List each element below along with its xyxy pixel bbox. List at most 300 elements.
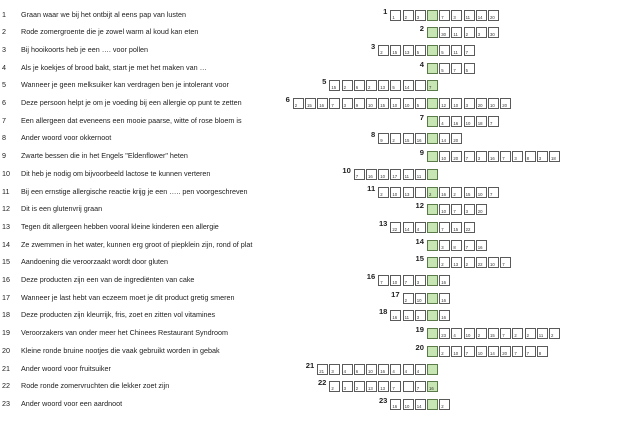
cell-code-number: 16: [441, 297, 446, 303]
solution-cell[interactable]: [427, 328, 438, 339]
cell-code-number: 16: [453, 120, 459, 126]
grid-cell[interactable]: [354, 381, 365, 392]
grid-cell[interactable]: [342, 80, 353, 91]
grid-cell[interactable]: [403, 98, 414, 109]
grid-cell[interactable]: [403, 275, 414, 286]
grid-cell[interactable]: [366, 80, 377, 91]
grid-cell[interactable]: [451, 116, 462, 127]
grid-cell[interactable]: [415, 187, 426, 198]
solution-cell[interactable]: [427, 275, 438, 286]
solution-cell[interactable]: [427, 381, 438, 392]
clue-text: Veroorzakers van onder meer het Chinees Restaurant Syndroom: [21, 328, 228, 338]
grid-cell[interactable]: [390, 275, 401, 286]
grid-cell[interactable]: [390, 10, 401, 21]
grid-cell[interactable]: [451, 10, 462, 21]
grid-cell[interactable]: [378, 169, 389, 180]
cell-code-number: 3: [465, 209, 468, 215]
grid-cell[interactable]: [390, 169, 401, 180]
cell-code-number: 20: [477, 103, 483, 108]
clue-text: Deze producten zijn een van de ingrediënten van cake: [21, 275, 195, 284]
grid-cell[interactable]: [464, 151, 475, 162]
grid-cell[interactable]: [342, 98, 353, 109]
grid-cell[interactable]: [354, 364, 365, 375]
cell-code-number: 10: [453, 103, 459, 108]
grid-cell[interactable]: [439, 151, 450, 162]
grid-cell[interactable]: [378, 98, 389, 109]
grid-row-number: 8: [370, 130, 376, 140]
cell-code-number: 3: [514, 156, 517, 162]
cell-code-number: 11: [465, 14, 471, 20]
grid-cell[interactable]: [354, 80, 365, 91]
grid-cell[interactable]: [464, 27, 475, 38]
grid-cell[interactable]: [354, 98, 365, 109]
clue-number: 5: [2, 80, 6, 90]
grid-cell[interactable]: [464, 257, 475, 268]
cell-code-number: 13: [453, 262, 459, 268]
grid-cell[interactable]: [464, 222, 475, 233]
clue-text: Als je koekjes of brood bakt, start je met het maken van …: [21, 62, 207, 72]
clue-text: Rode ronde zomervruchten die lekker zoet zijn: [21, 381, 170, 391]
cell-code-number: 2: [404, 14, 407, 20]
grid-cell[interactable]: [439, 222, 450, 233]
solution-cell[interactable]: [427, 240, 438, 251]
grid-cell[interactable]: [476, 257, 487, 268]
grid-cell[interactable]: [366, 169, 377, 180]
cell-code-number: 3: [416, 280, 420, 285]
grid-cell[interactable]: [451, 328, 462, 339]
grid-cell[interactable]: [415, 10, 426, 21]
grid-cell[interactable]: [378, 133, 389, 144]
cell-code-number: 10: [392, 191, 398, 197]
grid-cell[interactable]: [500, 346, 511, 357]
grid-cell[interactable]: [329, 381, 340, 392]
grid-cell[interactable]: [378, 364, 389, 375]
clue-number: 11: [2, 186, 10, 196]
solution-cell[interactable]: [427, 151, 438, 162]
grid-cell[interactable]: [439, 275, 450, 286]
clue-text: Ander woord voor okkernoot: [21, 133, 112, 143]
grid-cell[interactable]: [403, 80, 414, 91]
grid-cell[interactable]: [512, 346, 523, 357]
grid-cell[interactable]: [500, 328, 511, 339]
grid-cell[interactable]: [403, 45, 414, 56]
cell-code-number: 7: [514, 350, 517, 356]
cell-code-number: 17: [392, 173, 398, 179]
grid-cell[interactable]: [317, 364, 328, 375]
grid-cell[interactable]: [317, 98, 328, 109]
clue-number: 9: [2, 151, 6, 161]
grid-cell[interactable]: [488, 27, 499, 38]
cell-code-number: 11: [538, 333, 544, 339]
grid-row: [0, 201, 628, 220]
cell-code-number: 14: [490, 350, 495, 356]
clue-text: Deze persoon helpt je om je voeding bij een allergie op punt te zetten: [21, 98, 242, 107]
grid-cell[interactable]: [439, 63, 450, 74]
grid-cell[interactable]: [476, 10, 487, 21]
grid-cell[interactable]: [488, 116, 499, 127]
grid-cell[interactable]: [403, 364, 414, 375]
cell-code-number: 2: [355, 386, 359, 392]
grid-cell[interactable]: [439, 187, 450, 198]
cell-code-number: 7: [465, 244, 468, 250]
cell-code-number: 3: [343, 386, 346, 392]
grid-cell[interactable]: [464, 45, 475, 56]
grid-cell[interactable]: [342, 364, 353, 375]
grid-cell[interactable]: [390, 399, 401, 410]
grid-cell[interactable]: [439, 346, 450, 357]
grid-cell[interactable]: [390, 381, 401, 392]
grid-cell[interactable]: [439, 293, 450, 304]
grid-cell[interactable]: [451, 27, 462, 38]
grid-cell[interactable]: [476, 187, 487, 198]
grid-row: [0, 148, 628, 167]
cell-code-number: 10: [477, 191, 483, 197]
grid-cell[interactable]: [403, 310, 414, 321]
grid-cell[interactable]: [390, 45, 401, 56]
grid-cell[interactable]: [390, 133, 401, 144]
grid-cell[interactable]: [403, 10, 414, 21]
grid-cell[interactable]: [439, 98, 450, 109]
grid-cell[interactable]: [329, 80, 340, 91]
grid-cell[interactable]: [488, 98, 499, 109]
cell-code-number: 7: [453, 67, 456, 73]
cell-code-number: 7: [465, 49, 468, 55]
clue-number: 19: [2, 328, 10, 338]
cell-code-number: 20: [453, 156, 459, 162]
cell-code-number: 10: [453, 350, 459, 356]
grid-row-number: 21: [305, 360, 315, 370]
grid-cell[interactable]: [488, 151, 499, 162]
grid-cell[interactable]: [488, 346, 499, 357]
grid-cell[interactable]: [464, 187, 475, 198]
cell-code-number: 3: [538, 156, 542, 162]
grid-cell[interactable]: [464, 98, 475, 109]
cell-code-number: 2: [441, 262, 444, 268]
cell-code-number: 14: [416, 403, 422, 409]
grid-cell[interactable]: [415, 364, 426, 375]
cell-code-number: 12: [441, 103, 446, 108]
cell-code-number: 22: [477, 262, 483, 268]
cell-code-number: 15: [404, 138, 410, 144]
grid-cell[interactable]: [293, 98, 304, 109]
grid-cell[interactable]: [390, 364, 401, 375]
cell-code-number: 7: [502, 333, 505, 339]
solution-cell[interactable]: [427, 204, 438, 215]
cell-code-number: 13: [404, 49, 410, 55]
grid-cell[interactable]: [415, 222, 426, 233]
cell-code-number: 20: [453, 138, 459, 144]
cell-code-number: 10: [404, 103, 410, 108]
clue-text: Rode zomergroente die je zowel warm al koud kan eten: [21, 27, 199, 37]
clue-text: Tegen dit allergeen hebben vooral kleine kinderen een allergie: [21, 221, 219, 231]
grid-cell[interactable]: [451, 63, 462, 74]
grid-cell[interactable]: [476, 240, 487, 251]
grid-cell[interactable]: [415, 133, 426, 144]
grid-cell[interactable]: [390, 187, 401, 198]
grid-cell[interactable]: [464, 116, 475, 127]
cell-code-number: 11: [404, 173, 410, 179]
solution-cell[interactable]: [427, 27, 438, 38]
grid-row: [0, 378, 628, 397]
grid-cell[interactable]: [512, 151, 523, 162]
grid-cell[interactable]: [476, 116, 487, 127]
cell-code-number: 14: [404, 85, 410, 91]
cell-code-number: 10: [490, 262, 495, 268]
grid-cell[interactable]: [439, 257, 450, 268]
grid-cell[interactable]: [415, 275, 426, 286]
grid-cell[interactable]: [476, 328, 487, 339]
grid-cell[interactable]: [451, 222, 462, 233]
clue-number: 18: [2, 310, 10, 320]
cell-code-number: 14: [441, 138, 446, 144]
grid-cell[interactable]: [464, 204, 475, 215]
grid-cell[interactable]: [439, 10, 450, 21]
solution-cell[interactable]: [427, 187, 438, 198]
grid-cell[interactable]: [329, 364, 340, 375]
clue-text: Ander woord voor fruitsuiker: [21, 363, 111, 373]
clue-text: Dit is een glutenvrij graan: [21, 204, 103, 214]
cell-code-number: 16: [490, 156, 495, 162]
cell-code-number: 3: [416, 315, 420, 321]
grid-cell[interactable]: [415, 169, 426, 180]
grid-row-number: 16: [366, 272, 376, 281]
grid-cell[interactable]: [378, 187, 389, 198]
grid-cell[interactable]: [451, 45, 462, 56]
grid-cell[interactable]: [305, 98, 316, 109]
cell-code-number: 7: [490, 191, 493, 197]
solution-cell[interactable]: [427, 98, 438, 109]
clue-text: Wanneer je geen melksuiker kan verdragen ben je intolerant voor: [21, 80, 229, 90]
grid-cell[interactable]: [403, 293, 414, 304]
cell-code-number: 6: [355, 368, 359, 374]
grid-cell[interactable]: [378, 80, 389, 91]
grid-cell[interactable]: [488, 257, 499, 268]
cell-code-number: 22: [392, 226, 398, 232]
cell-code-number: 7: [441, 14, 444, 20]
grid-cell[interactable]: [464, 10, 475, 21]
grid-row-number: 20: [415, 342, 424, 352]
cell-code-number: 10: [392, 103, 398, 108]
cell-code-number: 2: [551, 333, 554, 339]
solution-cell[interactable]: [427, 133, 438, 144]
grid-cell[interactable]: [403, 169, 414, 180]
grid-cell[interactable]: [342, 381, 353, 392]
grid-cell[interactable]: [451, 257, 462, 268]
grid-row-number: 2: [419, 24, 424, 34]
grid-cell[interactable]: [415, 381, 426, 392]
cell-code-number: 15: [331, 85, 337, 91]
grid-cell[interactable]: [439, 240, 450, 251]
cell-code-number: 5: [392, 85, 395, 91]
cell-code-number: 20: [477, 209, 483, 215]
cell-code-number: 10: [441, 209, 446, 215]
grid-cell[interactable]: [415, 45, 426, 56]
grid-cell[interactable]: [476, 346, 487, 357]
grid-cell[interactable]: [464, 346, 475, 357]
grid-cell[interactable]: [451, 240, 462, 251]
grid-cell[interactable]: [439, 133, 450, 144]
grid-cell[interactable]: [403, 222, 414, 233]
grid-row: [0, 395, 628, 415]
grid-cell[interactable]: [415, 98, 426, 109]
solution-cell[interactable]: [427, 257, 438, 268]
grid-cell[interactable]: [439, 116, 450, 127]
grid-cell[interactable]: [378, 45, 389, 56]
grid-cell[interactable]: [549, 328, 560, 339]
solution-cell[interactable]: [427, 222, 438, 233]
cell-code-number: 3: [477, 156, 481, 162]
cell-code-number: 15: [307, 103, 312, 108]
grid-cell[interactable]: [537, 328, 548, 339]
grid-row-number: 17: [391, 289, 400, 299]
solution-cell[interactable]: [427, 45, 438, 56]
cell-code-number: 7: [465, 350, 468, 356]
grid-cell[interactable]: [500, 98, 511, 109]
grid-cell[interactable]: [415, 80, 426, 91]
grid-cell[interactable]: [390, 80, 401, 91]
grid-cell[interactable]: [378, 381, 389, 392]
grid-cell[interactable]: [403, 399, 414, 410]
grid-cell[interactable]: [476, 98, 487, 109]
cell-code-number: 23: [441, 333, 446, 339]
grid-row-number: 4: [419, 59, 424, 69]
grid-cell[interactable]: [439, 45, 450, 56]
cell-code-number: 7: [465, 156, 468, 162]
cell-code-number: 22: [465, 226, 471, 232]
solution-cell[interactable]: [427, 63, 438, 74]
grid-cell[interactable]: [500, 151, 511, 162]
cell-code-number: 7: [404, 280, 407, 285]
solution-cell[interactable]: [427, 116, 438, 127]
grid-cell[interactable]: [451, 204, 462, 215]
grid-cell[interactable]: [476, 151, 487, 162]
cell-code-number: 2: [453, 191, 456, 197]
solution-cell[interactable]: [427, 310, 438, 321]
grid-row-number: 23: [378, 395, 388, 405]
grid-cell[interactable]: [525, 328, 536, 339]
grid-cell[interactable]: [464, 328, 475, 339]
grid-cell[interactable]: [512, 328, 523, 339]
grid-cell[interactable]: [451, 98, 462, 109]
grid-cell[interactable]: [390, 98, 401, 109]
grid-cell[interactable]: [415, 293, 426, 304]
solution-cell[interactable]: [427, 10, 438, 21]
grid-cell[interactable]: [403, 133, 414, 144]
grid-cell[interactable]: [537, 151, 548, 162]
grid-cell[interactable]: [378, 275, 389, 286]
solution-cell[interactable]: [427, 80, 438, 91]
clue-number: 10: [2, 168, 10, 178]
grid-cell[interactable]: [451, 151, 462, 162]
grid-row: [0, 289, 628, 309]
cell-code-number: 4: [441, 120, 444, 126]
clue-text: Wanneer je last hebt van eczeem moet je dit product gretig smeren: [21, 292, 235, 302]
grid-cell[interactable]: [451, 346, 462, 357]
clue-text: Zwarte bessen die in het Engels "Eldenflower" heten: [21, 151, 188, 161]
cell-code-number: 10: [380, 173, 385, 179]
grid-cell[interactable]: [476, 204, 487, 215]
cell-code-number: 16: [380, 368, 385, 374]
grid-cell[interactable]: [415, 310, 426, 321]
grid-row-number: 10: [342, 165, 351, 175]
cell-code-number: 3: [477, 32, 481, 38]
cell-code-number: 7: [392, 386, 395, 392]
solution-cell[interactable]: [427, 293, 438, 304]
cell-code-number: 16: [392, 403, 398, 409]
grid-row-number: 12: [415, 201, 424, 211]
grid-cell[interactable]: [476, 27, 487, 38]
grid-cell[interactable]: [354, 169, 365, 180]
cell-code-number: 7: [331, 103, 334, 108]
grid-cell[interactable]: [537, 346, 548, 357]
cell-code-number: 11: [416, 173, 422, 179]
cell-code-number: 10: [368, 368, 373, 374]
grid-cell[interactable]: [464, 63, 475, 74]
cell-code-number: 2: [429, 191, 432, 197]
cell-code-number: 20: [502, 103, 507, 108]
cell-code-number: 30: [490, 32, 495, 38]
grid-cell[interactable]: [488, 328, 499, 339]
grid-cell[interactable]: [329, 98, 340, 109]
grid-cell[interactable]: [390, 310, 401, 321]
grid-row: [0, 236, 628, 256]
grid-cell[interactable]: [415, 399, 426, 410]
grid-row: [0, 24, 628, 43]
grid-cell[interactable]: [439, 399, 450, 410]
grid-cell[interactable]: [525, 346, 536, 357]
grid-cell[interactable]: [451, 187, 462, 198]
grid-cell[interactable]: [439, 328, 450, 339]
clue-number: 2: [2, 27, 6, 37]
clue-number: 3: [2, 44, 6, 54]
cell-code-number: 2: [368, 85, 371, 91]
grid-cell[interactable]: [439, 27, 450, 38]
cell-code-number: 2: [294, 103, 298, 108]
cell-code-number: 13: [380, 386, 385, 392]
solution-cell[interactable]: [427, 346, 438, 357]
cell-code-number: 2: [465, 262, 468, 268]
solution-cell[interactable]: [427, 364, 438, 375]
cell-code-number: 7: [453, 209, 456, 215]
solution-cell[interactable]: [427, 169, 438, 180]
grid-cell[interactable]: [366, 364, 377, 375]
cell-code-number: 15: [380, 103, 385, 108]
cell-code-number: 18: [551, 156, 556, 162]
grid-cell[interactable]: [403, 187, 414, 198]
grid-cell[interactable]: [451, 133, 462, 144]
grid-cell[interactable]: [549, 151, 560, 162]
grid-cell[interactable]: [403, 381, 414, 392]
grid-cell[interactable]: [464, 240, 475, 251]
grid-row: [0, 77, 628, 96]
grid-cell[interactable]: [488, 10, 499, 21]
grid-row: [0, 41, 628, 61]
grid-cell[interactable]: [390, 222, 401, 233]
cell-code-number: 16: [429, 386, 434, 392]
cell-code-number: 4: [453, 333, 456, 339]
grid-cell[interactable]: [366, 381, 377, 392]
cell-code-number: 7: [380, 280, 383, 285]
grid-cell[interactable]: [439, 204, 450, 215]
grid-cell[interactable]: [366, 98, 377, 109]
grid-cell[interactable]: [439, 310, 450, 321]
grid-cell[interactable]: [500, 257, 511, 268]
solution-cell[interactable]: [427, 399, 438, 410]
grid-cell[interactable]: [488, 187, 499, 198]
cell-code-number: 16: [441, 315, 446, 321]
cell-code-number: 7: [526, 350, 529, 356]
grid-cell[interactable]: [525, 151, 536, 162]
